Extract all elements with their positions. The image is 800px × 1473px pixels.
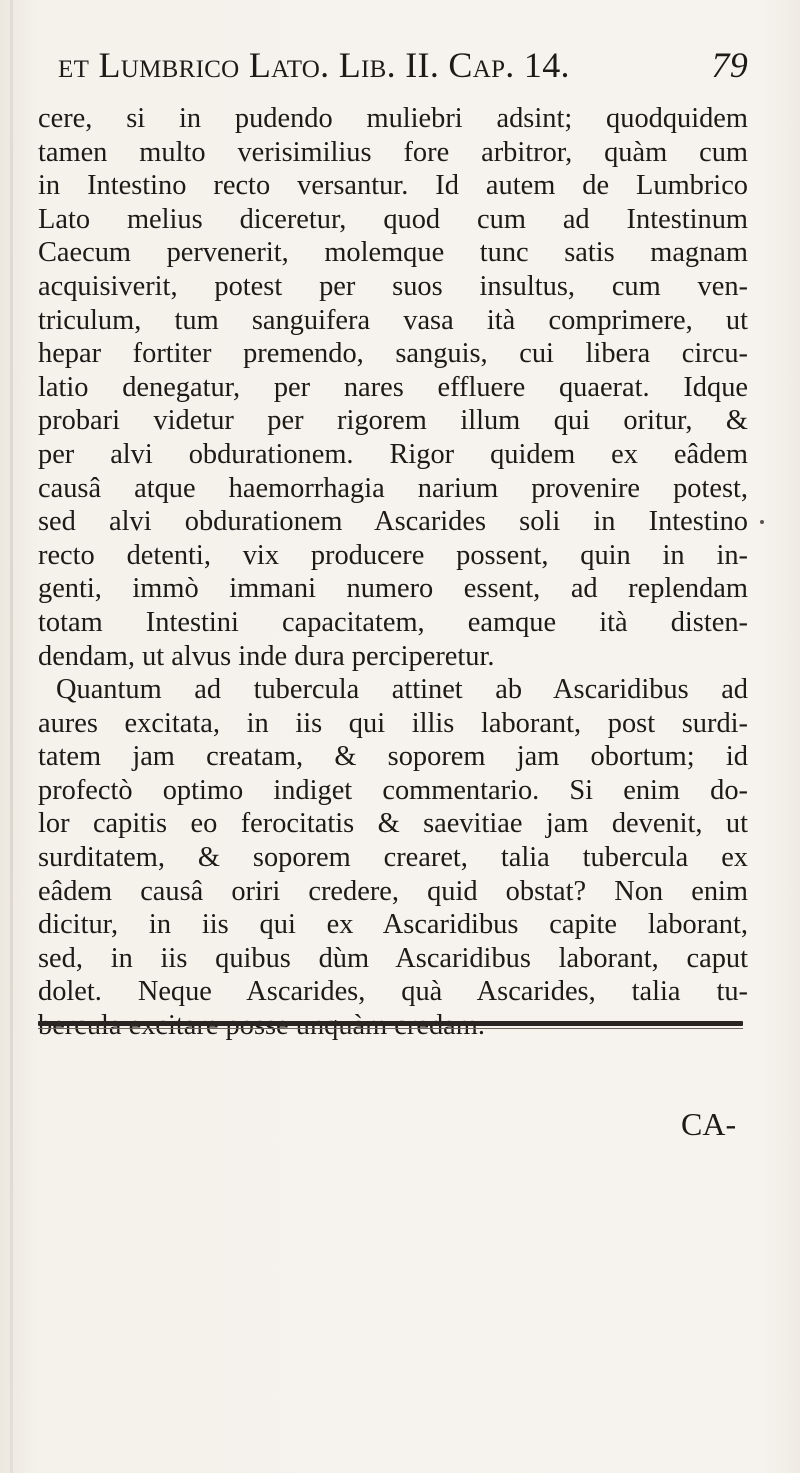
running-header [58,44,748,92]
text-line: Caecum pervenerit, molemque tunc satis magnam [38,237,748,269]
text-line: dolet. Neque Ascarides, quà Ascarides, talia tu- [38,976,748,1008]
text-line: tamen multo verisimilius fore arbitror, quàm cum [38,136,748,168]
text-line: dendam, ut alvus inde dura perciperetur. [38,640,495,672]
text-line: triculum, tum sanguifera vasa ità comprimere, ut [38,304,748,336]
text-line: surditatem, & soporem crearet, talia tubercula ex [38,842,748,874]
text-line: cere, si in pudendo muliebri adsint; quodquidem [38,103,748,134]
text-line: acquisiverit, potest per suos insultus, cum ven- [38,270,748,302]
text-line: Quantum ad tubercula attinet ab Ascaridibus ad [56,674,748,706]
text-line: lor capitis eo ferocitatis & saevitiae jam devenit, ut [38,808,748,840]
text-line: hepar fortiter premendo, sanguis, cui libera circu- [38,338,748,370]
text-line: causâ atque haemorrhagia narium provenire potest, [38,472,748,504]
text-line: latio denegatur, per nares effluere quaerat. Idque [38,371,748,403]
text-line: dicitur, in iis qui ex Ascaridibus capite laborant, [38,909,748,941]
text-line: per alvi obdurationem. Rigor quidem ex eâdem [38,438,748,470]
page-number: 79 [711,45,748,85]
text-line: sed, in iis quibus dùm Ascaridibus laborant, caput [38,942,748,974]
text-line: genti, immò immani numero essent, ad replendam [38,573,748,605]
text-line: tatem jam creatam, & soporem jam obortum; id [38,741,748,773]
text-line: probari videtur per rigorem illum qui oritur, & [38,405,748,437]
page-edge-shadow [10,0,13,1473]
body-text [38,102,748,1043]
text-line: profectò optimo indiget commentario. Si enim do- [38,774,748,806]
section-rule [38,1021,743,1026]
text-line: eâdem causâ oriri credere, quid obstat? Non enim [38,875,748,907]
text-line: aures excitata, in iis qui illis laborant, post surdi- [38,707,748,739]
running-title: et Lumbrico Lato. Lib. II. Cap. 14. [58,45,570,85]
text-line: Lato melius diceretur, quod cum ad Intestinum [38,203,748,235]
ink-speck [760,520,764,524]
text-line: totam Intestini capacitatem, eamque ità disten- [38,606,748,638]
text-line: sed alvi obdurationem Ascarides soli in Intestino [38,506,748,538]
catchword: CA- [681,1106,737,1142]
section-rule-thin [38,1028,743,1029]
text-line: recto detenti, vix producere possent, quin in in- [38,539,748,571]
text-line: in Intestino recto versantur. Id autem de Lumbrico [38,170,748,202]
